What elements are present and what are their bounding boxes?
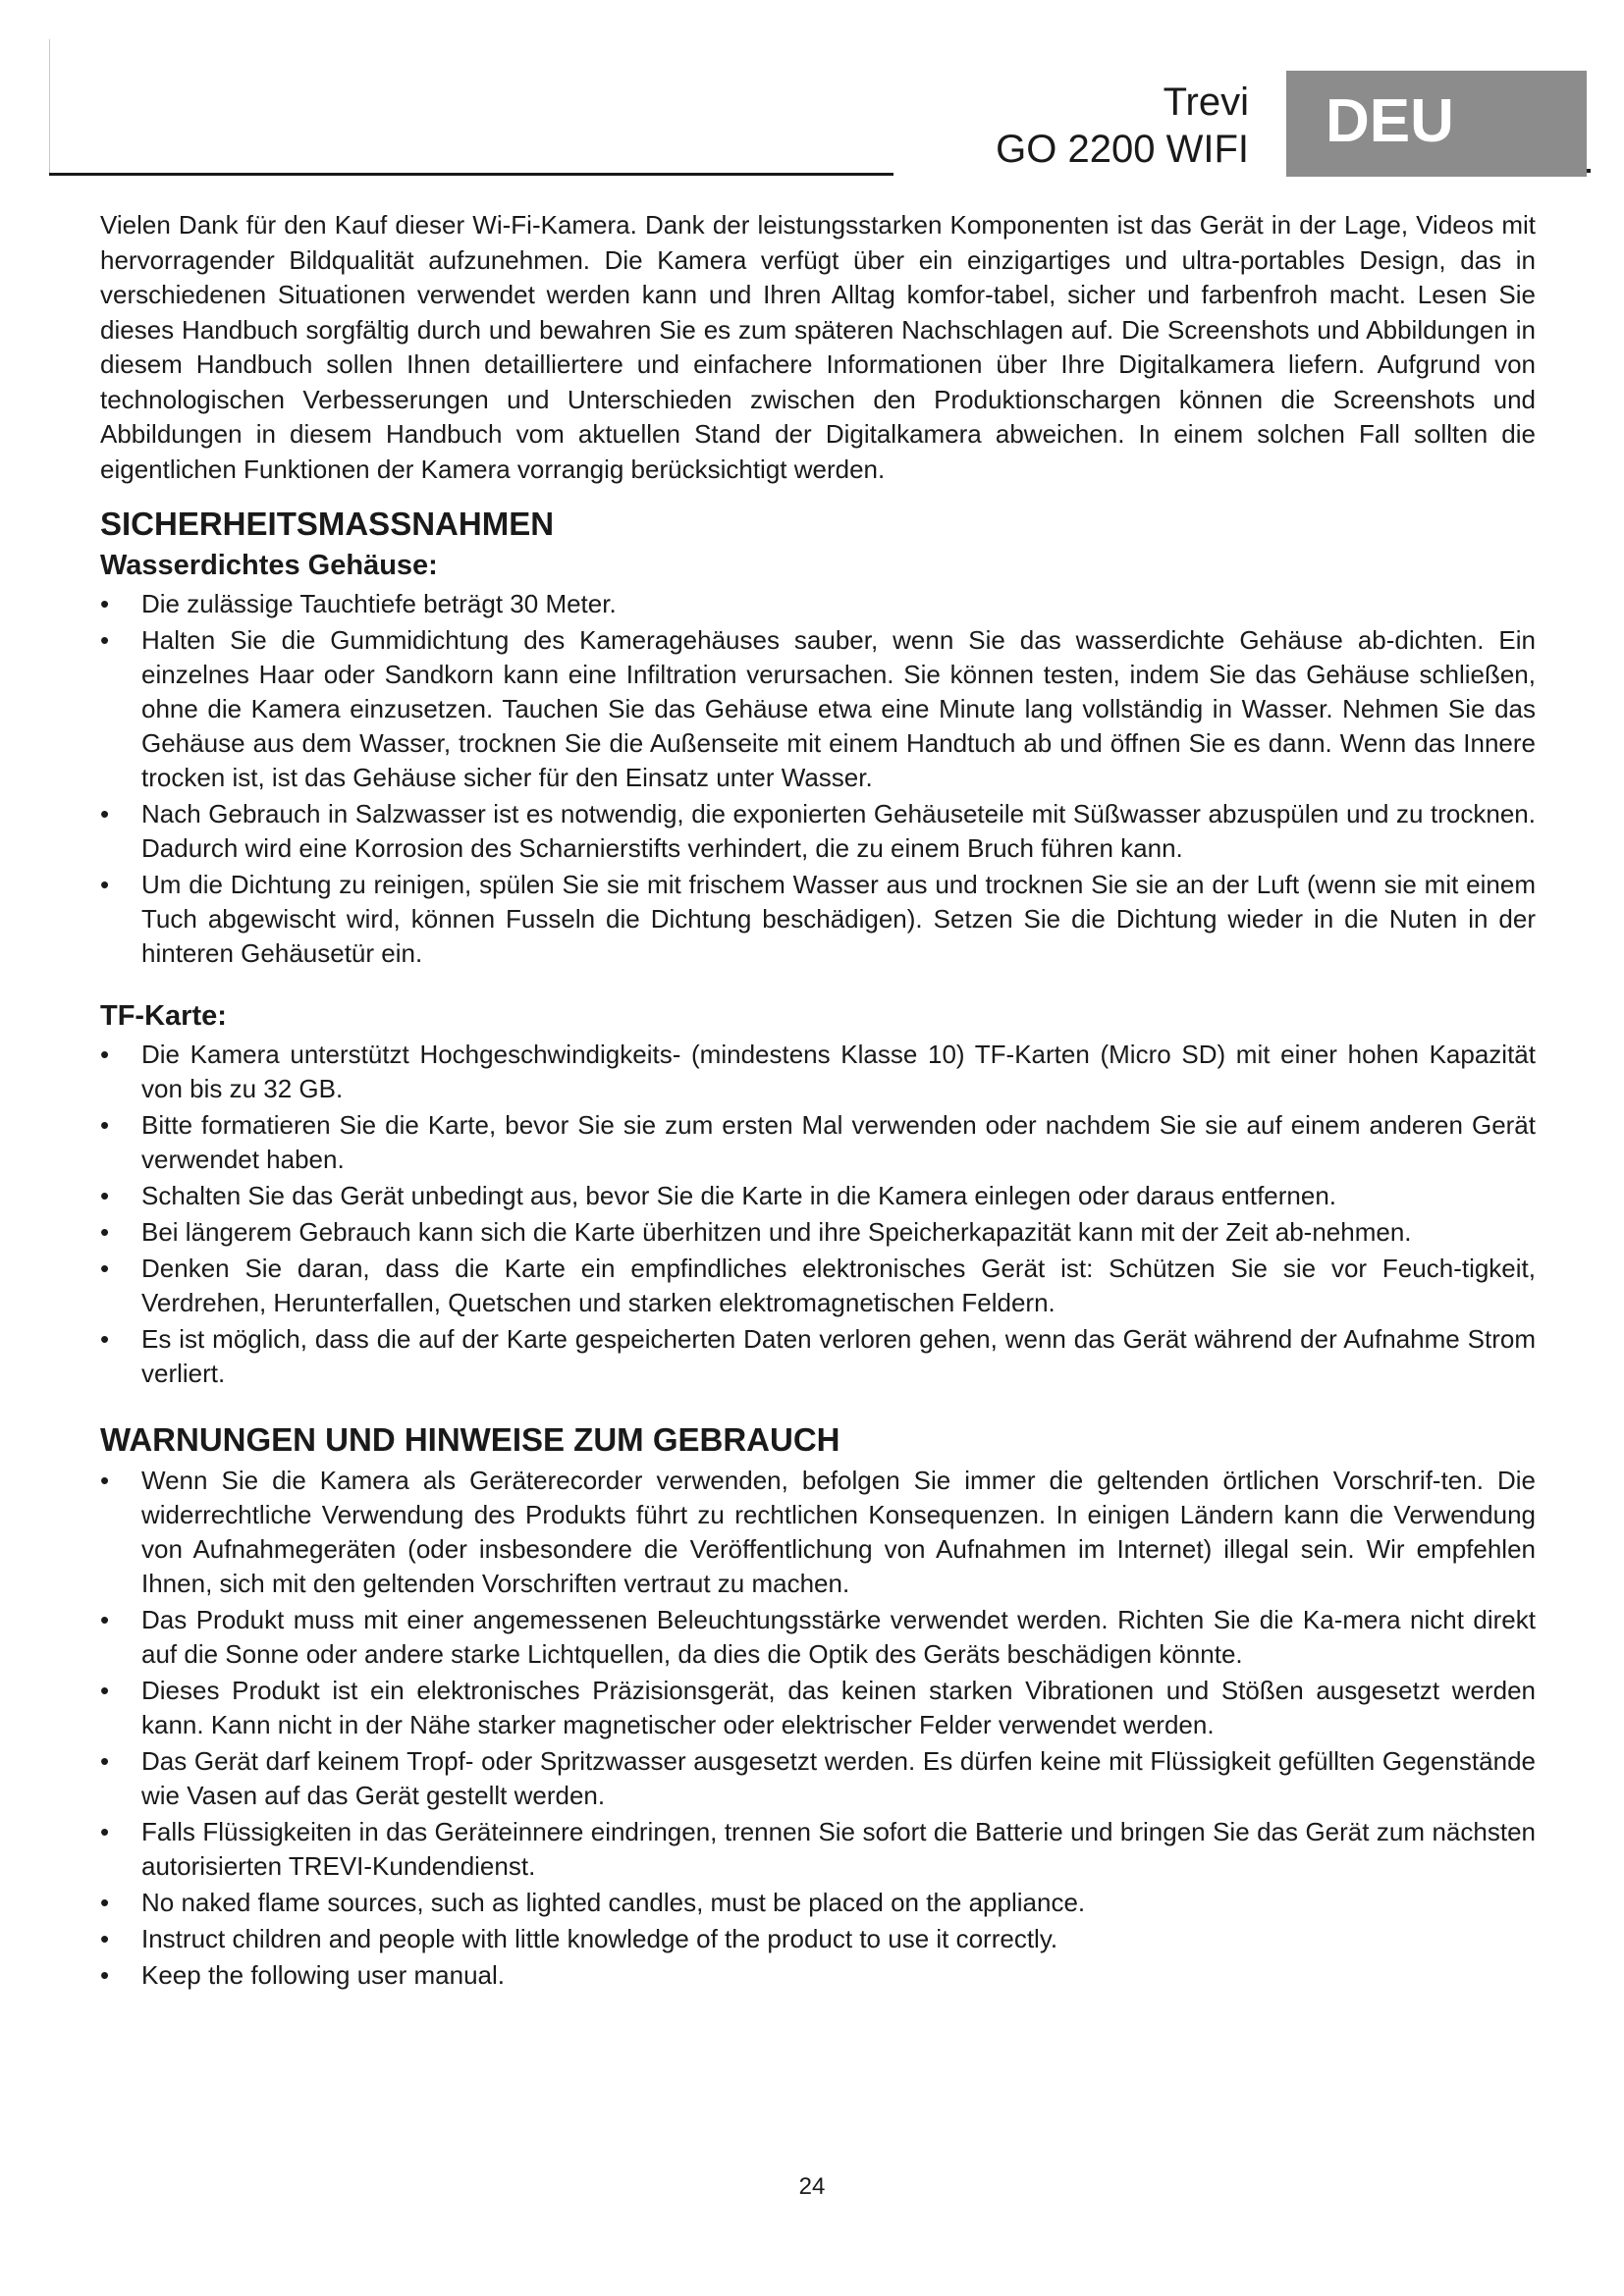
- bullet: •: [100, 589, 110, 618]
- bullet: •: [100, 1817, 110, 1846]
- list-item: • Es ist möglich, dass die auf der Karte gespeicherten Daten verloren gehen, wenn das Gerät während der Aufnahme Strom verliert.: [100, 1324, 1536, 1388]
- bullet: •: [100, 1110, 110, 1140]
- list-item: • Falls Flüssigkeiten in das Geräteinnere eindringen, trennen Sie sofort die Batterie und bringen Sie das Gerät zum nächsten autorisierten TREVI-Kundendienst.: [100, 1817, 1536, 1881]
- bullet: •: [100, 1181, 110, 1210]
- list-item: • Wenn Sie die Kamera als Geräterecorder verwenden, befolgen Sie immer die geltenden örtlichen Vorschrif-ten. Die widerrechtliche Verwendung des Produkts führt zu rechtlichen Konsequenzen. In einigen Ländern kann die Verwendung von Aufnahmegeräten (oder insbesondere die Veröffentlichung von Aufnahmen im Internet) illegal sein. Wir empfehlen Ihnen, sich mit den geltenden Vorschriften vertraut zu machen.: [100, 1466, 1536, 1598]
- warnings-heading: WARNUNGEN UND HINWEISE ZUM GEBRAUCH: [100, 1421, 840, 1458]
- bullet: •: [100, 625, 110, 655]
- bullet: •: [100, 1324, 110, 1354]
- warnings-list: [100, 1464, 1536, 1993]
- safety-heading: SICHERHEITSMASSNAHMEN: [100, 506, 555, 542]
- list-item: • Bei längerem Gebrauch kann sich die Karte überhitzen und ihre Speicherkapazität kann mit der Zeit ab-nehmen.: [100, 1215, 1536, 1250]
- list-item: • Halten Sie die Gummidichtung des Kameragehäuses sauber, wenn Sie das wasserdichte Gehäuse ab-dichten. Ein einzelnes Haar oder Sandkorn kann eine Infiltration verursachen. Sie können testen, indem Sie das Gehäuse schließen, ohne die Kamera einzusetzen. Tauchen Sie das Gehäuse etwa eine Minute lang vollständig in Wasser. Nehmen Sie das Gehäuse aus dem Wasser, trocknen Sie die Außenseite mit einem Handtuch ab und öffnen Sie es dann. Wenn das Innere trocken ist, ist das Gehäuse sicher für den Einsatz unter Wasser.: [100, 625, 1536, 792]
- bullet: •: [100, 1254, 110, 1283]
- bullet: •: [100, 870, 110, 899]
- bullet: •: [100, 1888, 110, 1917]
- bullet: •: [100, 1924, 110, 1953]
- bullet: •: [100, 1040, 110, 1069]
- page-number: 24: [798, 2173, 826, 2200]
- housing-subheading: Wasserdichtes Gehäuse:: [100, 550, 438, 581]
- bullet: •: [100, 1960, 110, 1990]
- list-item: • Das Produkt muss mit einer angemessenen Beleuchtungsstärke verwendet werden. Richten Sie die Ka-mera nicht direkt auf die Sonne oder andere starke Lichtquellen, da dies die Optik des Geräts beschädigen könnte.: [100, 1605, 1536, 1669]
- list-item: • Instruct children and people with little knowledge of the product to use it correctly.: [100, 1922, 1536, 1956]
- list-item: • Die Kamera unterstützt Hochgeschwindigkeits- (mindestens Klasse 10) TF-Karten (Micro SD) mit einer hohen Kapazität von bis zu 32 GB.: [100, 1040, 1536, 1103]
- list-item: • Denken Sie daran, dass die Karte ein empfindliches elektronisches Gerät ist: Schützen Sie sie vor Feuch-tigkeit, Verdrehen, Herunterfallen, Quetschen und starken elektromagnetischen Feldern.: [100, 1254, 1536, 1317]
- list-item: • Bitte formatieren Sie die Karte, bevor Sie sie zum ersten Mal verwenden oder nachdem Sie sie auf einem anderen Gerät verwendet haben.: [100, 1110, 1536, 1174]
- tfcard-list: [100, 1038, 1536, 1391]
- language-tab: [1286, 71, 1587, 177]
- bullet: •: [100, 1217, 110, 1247]
- list-item: • Nach Gebrauch in Salzwasser ist es notwendig, die exponierten Gehäuseteile mit Süßwasser abzuspülen und zu trocknen. Dadurch wird eine Korrosion des Scharnierstifts verhindert, die zu einem Bruch führen kann.: [100, 799, 1536, 863]
- list-item: • No naked flame sources, such as lighted candles, must be placed on the appliance.: [100, 1886, 1536, 1920]
- list-item: • Dieses Produkt ist ein elektronisches Präzisionsgerät, das keinen starken Vibrationen und Stößen ausgesetzt werden kann. Kann nicht in der Nähe starker magnetischer oder elektrischer Felder verwendet werden.: [100, 1676, 1536, 1739]
- list-item: • Um die Dichtung zu reinigen, spülen Sie sie mit frischem Wasser aus und trocknen Sie sie an der Luft (wenn sie mit einem Tuch abgewischt wird, können Fusseln die Dichtung beschädigen). Setzen Sie die Dichtung wieder in die Nuten in der hinteren Gehäusetür ein.: [100, 870, 1536, 968]
- bullet: •: [100, 1466, 110, 1495]
- bullet: •: [100, 1605, 110, 1634]
- bullet: •: [100, 799, 110, 828]
- list-item: • Schalten Sie das Gerät unbedingt aus, bevor Sie die Karte in die Kamera einlegen oder daraus entfernen.: [100, 1179, 1536, 1213]
- brand-name: Trevi: [1163, 80, 1249, 124]
- page-content: [100, 208, 1536, 1995]
- list-item: • Keep the following user manual.: [100, 1958, 1536, 1993]
- tfcard-subheading: TF-Karte:: [100, 1000, 227, 1032]
- header-underline: [49, 173, 893, 176]
- housing-list: [100, 587, 1536, 971]
- bullet: •: [100, 1746, 110, 1776]
- list-item: • Die zulässige Tauchtiefe beträgt 30 Meter.: [100, 587, 1536, 621]
- intro-paragraph: Vielen Dank für den Kauf dieser Wi-Fi-Kamera. Dank der leistungsstarken Komponenten ist das Gerät in der Lage, Videos mit hervorragender Bildqualität aufzunehmen. Die Kamera verfügt über ein einzigartiges und ultra-portables Design, das in verschiedenen Situationen verwendet werden kann und Ihren Alltag komfor-tabel, sicher und farbenfroh macht. Lesen Sie dieses Handbuch sorgfältig durch und bewahren Sie es zum späteren Nachschlagen auf. Die Screenshots und Abbildungen in diesem Handbuch sollen Ihnen detailliertere und einfachere Informationen über Ihre Digitalkamera liefern. Aufgrund von technologischen Verbesserungen und Unterschieden zwischen den Produktionschargen können die Screenshots und Abbildungen in diesem Handbuch vom aktuellen Stand der Digitalkamera abweichen. In einem solchen Fall sollten die eigentlichen Funktionen der Kamera vorrangig berücksichtigt werden.: [100, 210, 1536, 484]
- list-item: • Das Gerät darf keinem Tropf- oder Spritzwasser ausgesetzt werden. Es dürfen keine mit Flüssigkeit gefüllten Gegenstände wie Vasen auf das Gerät gestellt werden.: [100, 1746, 1536, 1810]
- model-name: GO 2200 WIFI: [996, 128, 1249, 171]
- header-left-rule: [49, 39, 50, 175]
- brand-block: [996, 79, 1249, 173]
- tab-corner-mark: [1587, 169, 1591, 173]
- bullet: •: [100, 1676, 110, 1705]
- language-tab-label: DEU: [1326, 87, 1454, 155]
